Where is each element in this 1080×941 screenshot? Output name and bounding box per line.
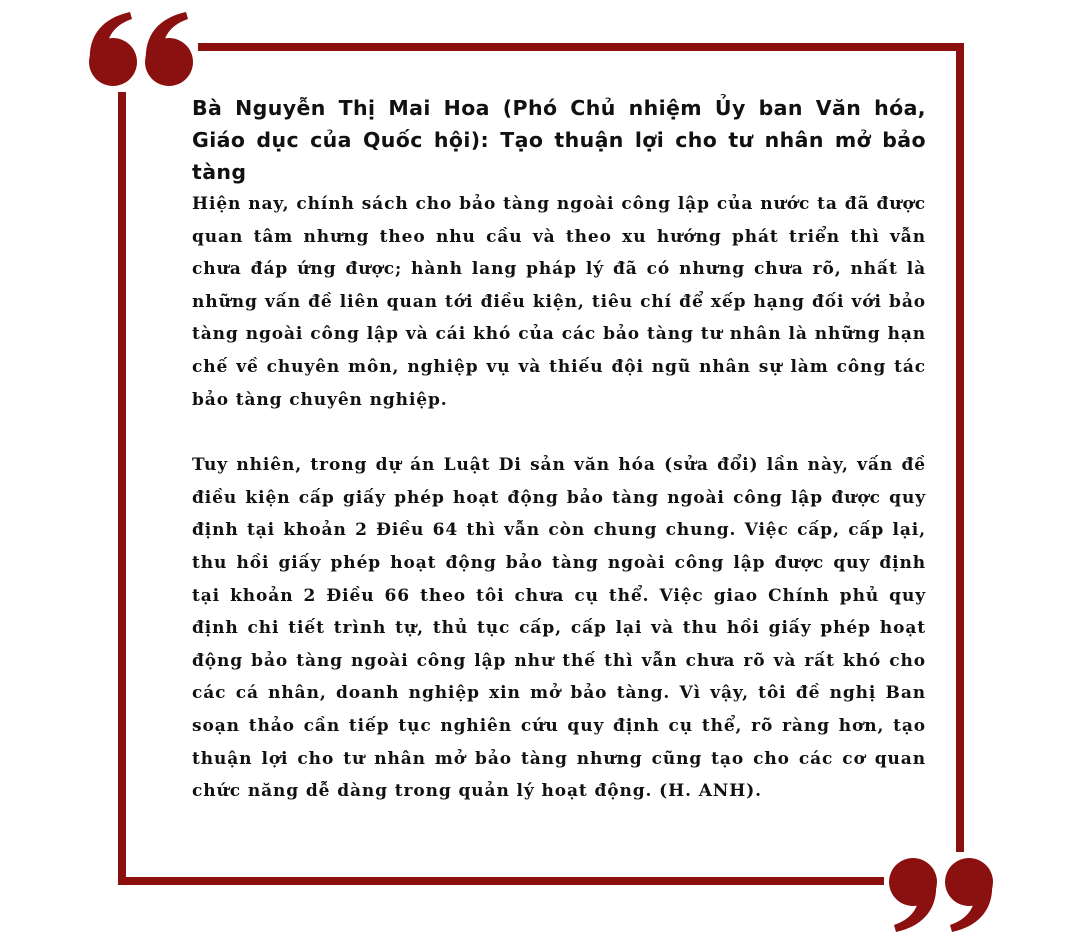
close-quote-icon: [884, 852, 996, 934]
paragraph-2: Tuy nhiên, trong dự án Luật Di sản văn hóa (sửa đổi) lần này, vấn đề điều kiện cấp giấy phép hoạt động bảo tàng ngoài công lập được quy định tại khoản 2 Điều 64 thì vẫn còn chung chung. Việc cấp, cấp lại, thu hồi giấy phép hoạt động bảo tàng ngoài công lập được quy định tại khoản 2 Điều 66 theo tôi chưa cụ thể. Việc giao Chính phủ quy định chi tiết trình tự, thủ tục cấp, cấp lại và thu hồi giấy phép hoạt động bảo tàng ngoài công lập như thế thì vẫn chưa rõ và rất khó cho các cá nhân, doanh nghiệp xin mở bảo tàng. Vì vậy, tôi đề nghị Ban soạn thảo cần tiếp tục nghiên cứu quy định cụ thể, rõ ràng hơn, tạo thuận lợi cho tư nhân mở bảo tàng nhưng cũng tạo cho các cơ quan chức năng dễ dàng trong quản lý hoạt động. (H. ANH).: [192, 455, 926, 802]
paragraph-1: Hiện nay, chính sách cho bảo tàng ngoài công lập của nước ta đã được quan tâm nhưng theo nhu cầu và theo xu hướng phát triển thì vẫn chưa đáp ứng được; hành lang pháp lý đã có nhưng chưa rõ, nhất là những vấn đề liên quan tới điều kiện, tiêu chí để xếp hạng đối với bảo tàng ngoài công lập và cái khó của các bảo tàng tư nhân là những hạn chế về chuyên môn, nghiệp vụ và thiếu đội ngũ nhân sự làm công tác bảo tàng chuyên nghiệp.: [192, 194, 926, 410]
article-heading: Bà Nguyễn Thị Mai Hoa (Phó Chủ nhiệm Ủy ban Văn hóa, Giáo dục của Quốc hội): Tạo thuận lợi cho tư nhân mở bảo tàng: [192, 96, 926, 184]
article-body: [192, 92, 926, 808]
open-quote-icon: [86, 10, 198, 92]
